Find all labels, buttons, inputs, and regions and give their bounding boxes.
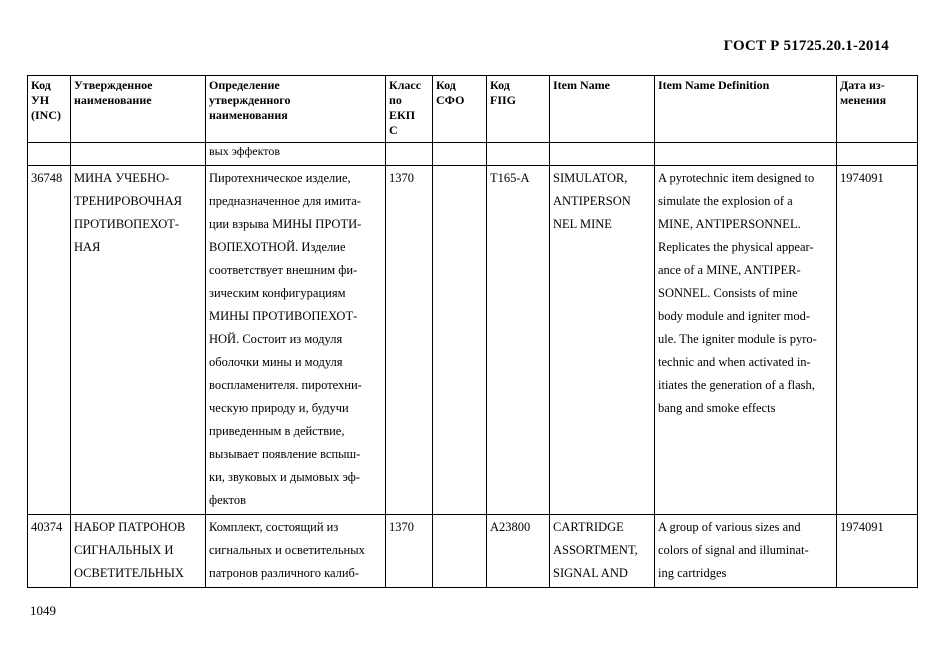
cell-date: 1974091	[837, 515, 918, 588]
cell-class: 1370	[386, 166, 433, 515]
col-header-fiig: Код FIIG	[487, 76, 550, 143]
cell-fiig: A23800	[487, 515, 550, 588]
table-row	[28, 166, 918, 515]
cell-name: НАБОР ПАТРОНОВ СИГНАЛЬНЫХ И ОСВЕТИТЕЛЬНЫХ	[71, 515, 206, 588]
cell-definition: Пиротехническое изделие, предназначенное для имита- ции взрыва МИНЫ ПРОТИ- ВОПЕХОТНОЙ. Изделие соответствует внешним фи- зическим конфигурациям МИНЫ ПРОТИВОПЕХОТ- НОЙ. Состоит из модуля оболочки мины и модуля воспламенителя. пиротехни- ческую природу и, будучи приведенным в действие, вызывает появление вспыш- ки, звуковых и дымовых эф- фектов	[206, 166, 386, 515]
document-header-title: ГОСТ Р 51725.20.1-2014	[723, 38, 889, 54]
cell-date: 1974091	[837, 166, 918, 515]
table-header-row	[28, 76, 918, 143]
col-header-name: Утвержденное наименование	[71, 76, 206, 143]
cell-item-name: CARTRIDGE ASSORTMENT, SIGNAL AND	[550, 515, 655, 588]
table-row-continuation	[28, 143, 918, 166]
col-header-class: Класс по ЕКП С	[386, 76, 433, 143]
cell-item-name: SIMULATOR, ANTIPERSON NEL MINE	[550, 166, 655, 515]
data-table	[27, 75, 918, 588]
cell-class: 1370	[386, 515, 433, 588]
table-row	[28, 515, 918, 588]
cell-code: 36748	[28, 166, 71, 515]
continuation-definition: вых эффектов	[206, 143, 386, 166]
col-header-item-definition: Item Name Definition	[655, 76, 837, 143]
col-header-sfo: Код СФО	[433, 76, 487, 143]
page-number: 1049	[30, 603, 56, 618]
cell-fiig: T165-A	[487, 166, 550, 515]
col-header-date: Дата из- менения	[837, 76, 918, 143]
cell-sfo	[433, 515, 487, 588]
cell-item-definition: A group of various sizes and colors of signal and illuminat- ing cartridges	[655, 515, 837, 588]
col-header-item-name: Item Name	[550, 76, 655, 143]
cell-name: МИНА УЧЕБНО- ТРЕНИРОВОЧНАЯ ПРОТИВОПЕХОТ- НАЯ	[71, 166, 206, 515]
col-header-definition: Определение утвержденного наименования	[206, 76, 386, 143]
cell-item-definition: A pyrotechnic item designed to simulate the explosion of a MINE, ANTIPERSONNEL. Replicates the physical appear- ance of a MINE, ANTIPER- SONNEL. Consists of mine body module and igniter mod- ule. The igniter module is pyro- technic and when activated in- itiates the generation of a flash, bang and smoke effects	[655, 166, 837, 515]
cell-definition: Комплект, состоящий из сигнальных и осветительных патронов различного калиб-	[206, 515, 386, 588]
cell-sfo	[433, 166, 487, 515]
cell-code: 40374	[28, 515, 71, 588]
col-header-code: Код УН (INC)	[28, 76, 71, 143]
